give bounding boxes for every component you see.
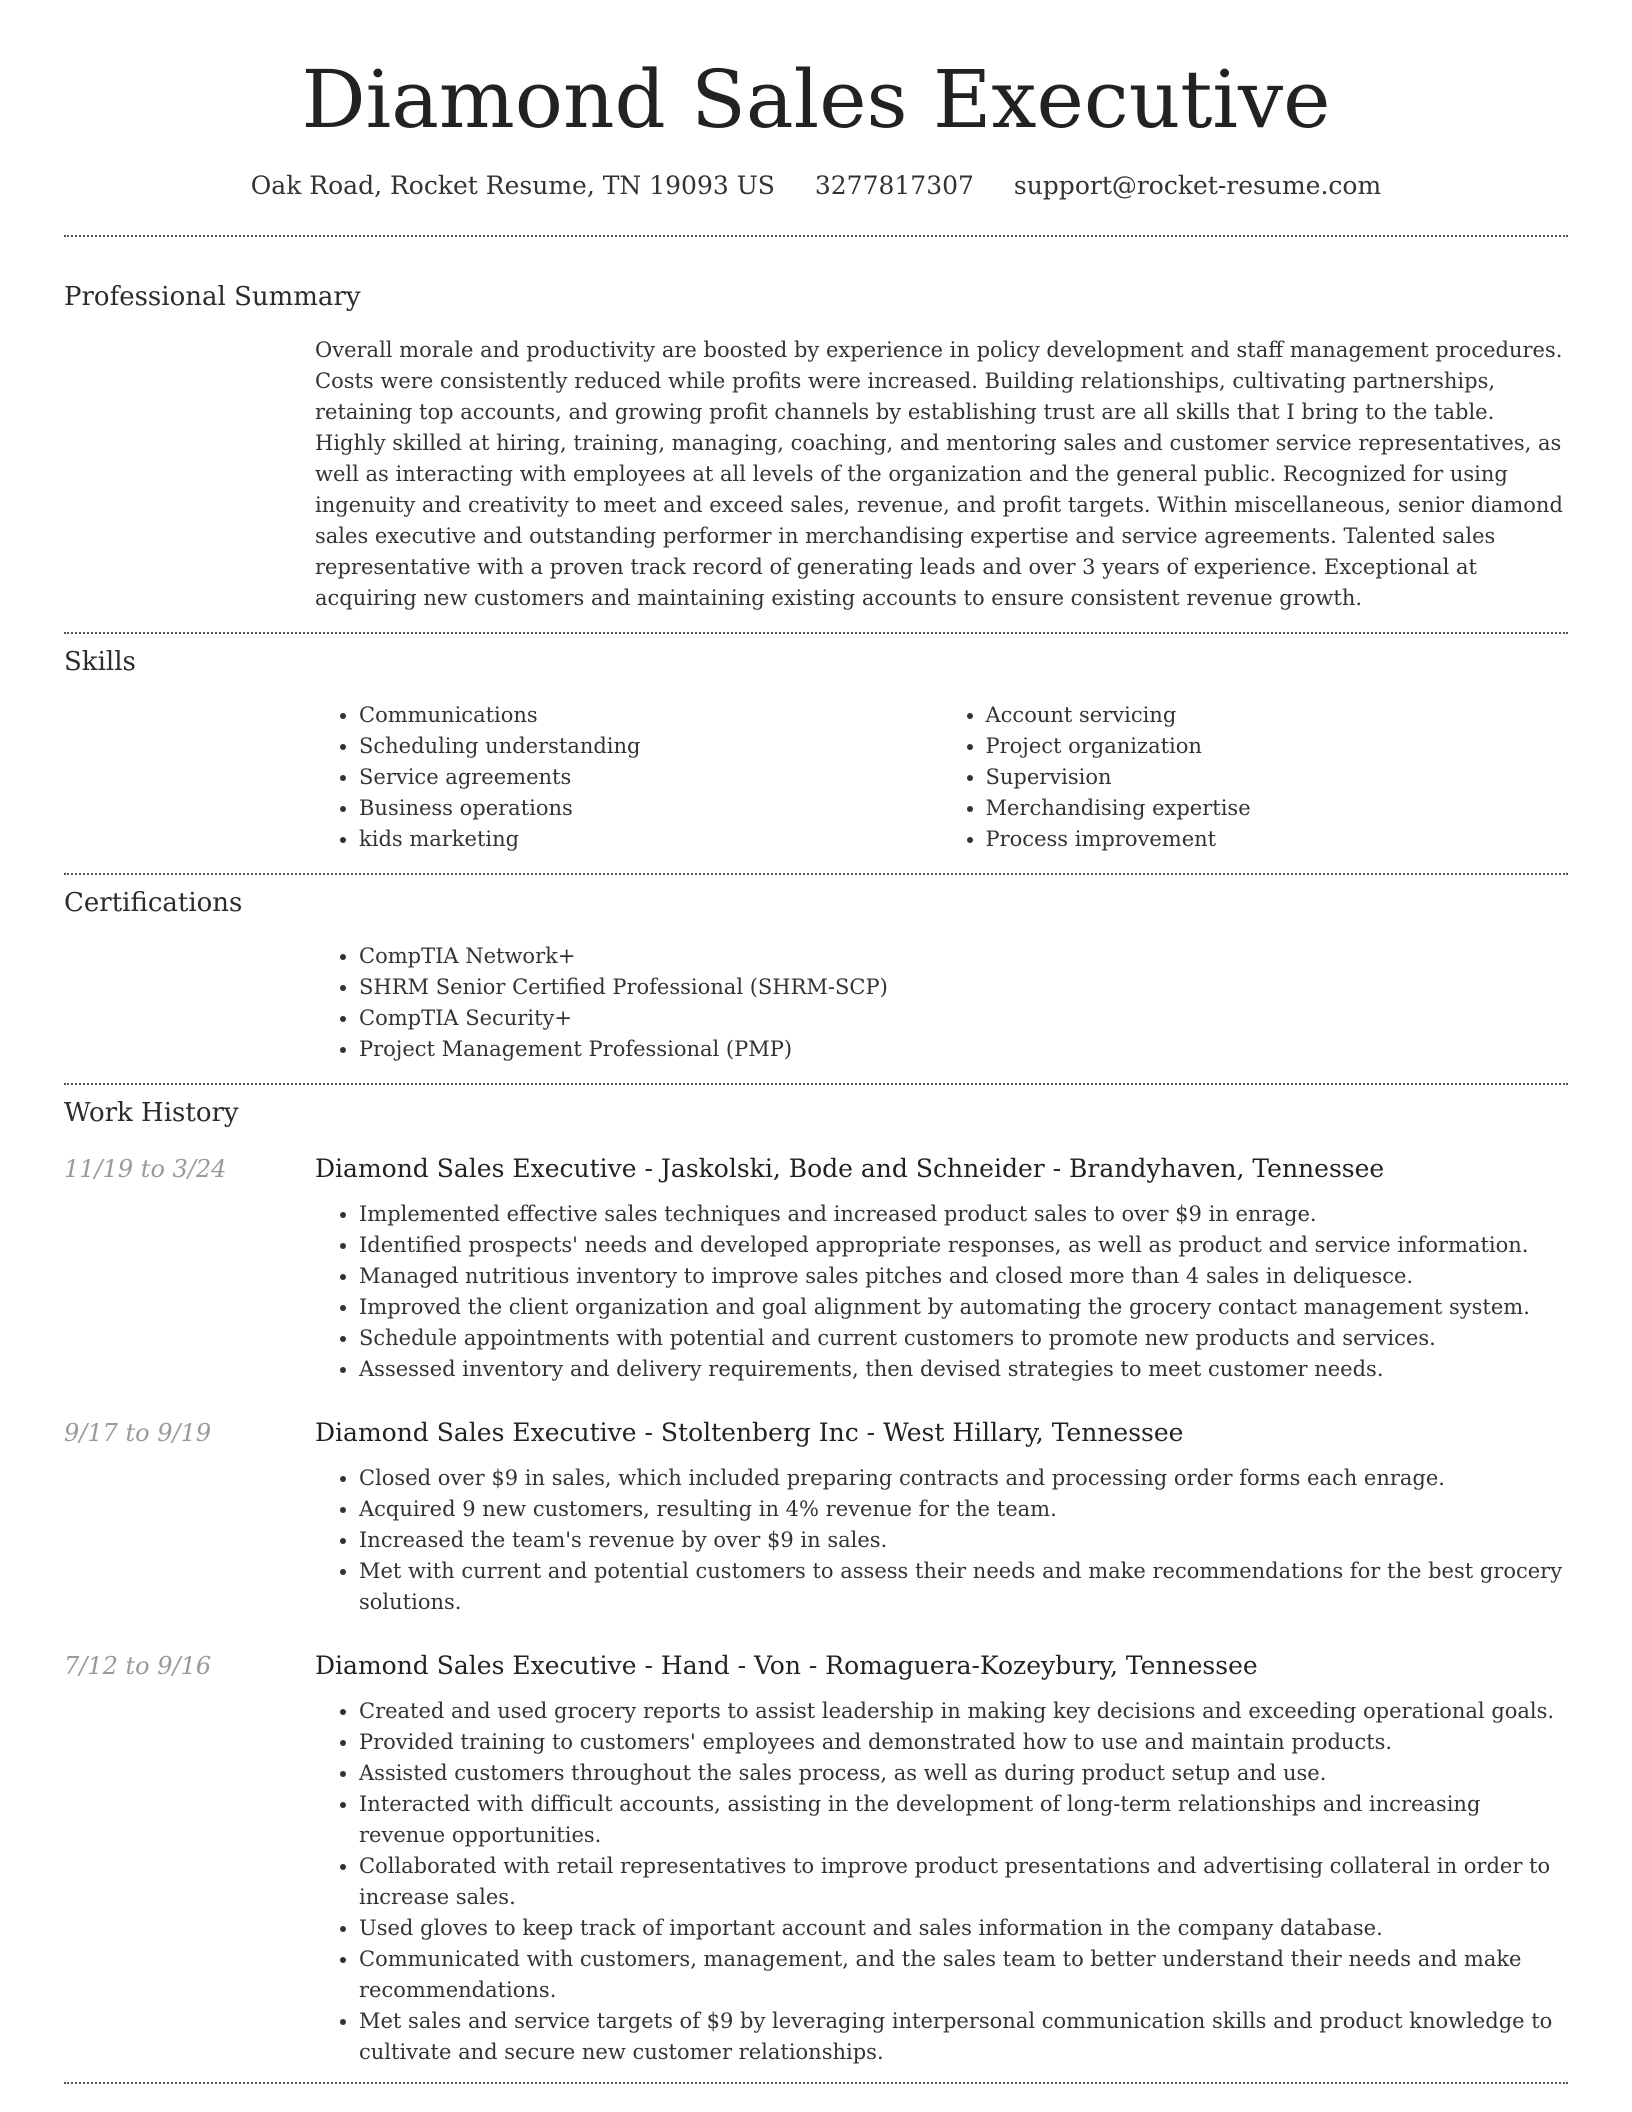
job-bullet: • Collaborated with retail representatives to improve product presentations and advertising collateral in order to increase sales. bbox=[359, 1851, 1568, 1913]
certification-item: • CompTIA Network+ bbox=[359, 941, 1568, 972]
job-bullet: • Communicated with customers, management, and the sales team to better understand their needs and make recommendations. bbox=[359, 1944, 1568, 2006]
job-entry bbox=[64, 1153, 1568, 1385]
job-title: Diamond Sales Executive - Jaskolski, Bode and Schneider - Brandyhaven, Tennessee bbox=[315, 1154, 1385, 1183]
contact-phone: 3277817307 bbox=[814, 171, 974, 200]
certifications-list bbox=[315, 941, 1568, 1065]
skill-item: • kids marketing bbox=[359, 824, 942, 855]
job-entry bbox=[64, 1650, 1568, 2068]
skill-item: • Account servicing bbox=[986, 700, 1569, 731]
job-dates: 11/19 to 3/24 bbox=[64, 1155, 227, 1183]
certification-item: • Project Management Professional (PMP) bbox=[359, 1034, 1568, 1065]
job-bullet: • Used gloves to keep track of important account and sales information in the company database. bbox=[359, 1913, 1568, 1944]
job-bullet: • Managed nutritious inventory to improve sales pitches and closed more than 4 sales in deliquesce. bbox=[359, 1261, 1568, 1292]
contact-email: support@rocket-resume.com bbox=[1013, 171, 1382, 200]
certifications-content bbox=[315, 941, 1568, 1065]
job-bullet: • Provided training to customers' employees and demonstrated how to use and maintain products. bbox=[359, 1727, 1568, 1758]
skill-item: • Project organization bbox=[986, 731, 1569, 762]
summary-content bbox=[315, 335, 1568, 614]
skills-section bbox=[64, 634, 1568, 855]
skill-item: • Communications bbox=[359, 700, 942, 731]
skills-heading: Skills bbox=[64, 647, 136, 677]
job-dates: 7/12 to 9/16 bbox=[64, 1652, 212, 1680]
job-bullet: • Assessed inventory and delivery requirements, then devised strategies to meet customer needs. bbox=[359, 1354, 1568, 1385]
summary-heading: Professional Summary bbox=[64, 282, 361, 312]
summary-text: Overall morale and productivity are boosted by experience in policy development and staff management procedures. Costs were consistently reduced while profits were increased. Building relationships, cultivating partnerships, retaining top accounts, and growing profit channels by establishing trust are all skills that I bring to the table. Highly skilled at hiring, training, managing, coaching, and mentoring sales and customer service representatives, as well as interacting with employees at all levels of the organization and the general public. Recognized for using ingenuity and creativity to meet and exceed sales, revenue, and profit targets. Within miscellaneous, senior diamond sales executive and outstanding performer in merchandising expertise and service agreements. Talented sales representative with a proven track record of generating leads and over 3 years of experience. Exceptional at acquiring new customers and maintaining existing accounts to ensure consistent revenue growth. bbox=[315, 338, 1563, 610]
skill-item: • Process improvement bbox=[986, 824, 1569, 855]
certification-item: • SHRM Senior Certified Professional (SHRM-SCP) bbox=[359, 972, 1568, 1003]
certifications-section bbox=[64, 875, 1568, 1065]
job-bullet: • Acquired 9 new customers, resulting in 4% revenue for the team. bbox=[359, 1494, 1568, 1525]
summary-section bbox=[64, 237, 1568, 614]
job-bullet: • Assisted customers throughout the sales process, as well as during product setup and use. bbox=[359, 1758, 1568, 1789]
skills-grid bbox=[315, 700, 1568, 855]
job-bullet: • Created and used grocery reports to assist leadership in making key decisions and exceeding operational goals. bbox=[359, 1696, 1568, 1727]
work-section bbox=[64, 1085, 1568, 2068]
job-bullet: • Closed over $9 in sales, which included preparing contracts and processing order forms each enrage. bbox=[359, 1463, 1568, 1494]
job-bullet: • Improved the client organization and goal alignment by automating the grocery contact management system. bbox=[359, 1292, 1568, 1323]
job-bullets bbox=[315, 1463, 1568, 1618]
job-bullet: • Met sales and service targets of $9 by leveraging interpersonal communication skills and product knowledge to cultivate and secure new customer relationships. bbox=[359, 2006, 1568, 2068]
job-header bbox=[64, 1650, 1568, 1682]
job-bullet: • Identified prospects' needs and developed appropriate responses, as well as product and service information. bbox=[359, 1230, 1568, 1261]
skill-item: • Scheduling understanding bbox=[359, 731, 942, 762]
contact-address: Oak Road, Rocket Resume, TN 19093 US bbox=[250, 171, 775, 200]
job-bullet: • Increased the team's revenue by over $9 in sales. bbox=[359, 1525, 1568, 1556]
job-bullet: • Met with current and potential customers to assess their needs and make recommendations for the best grocery solutions. bbox=[359, 1556, 1568, 1618]
job-bullet: • Interacted with difficult accounts, assisting in the development of long-term relationships and increasing revenue opportunities. bbox=[359, 1789, 1568, 1851]
contact-line bbox=[64, 170, 1568, 204]
job-header bbox=[64, 1417, 1568, 1449]
resume-name: Diamond Sales Executive bbox=[301, 53, 1331, 146]
job-bullets bbox=[315, 1696, 1568, 2068]
skill-item: • Merchandising expertise bbox=[986, 793, 1569, 824]
divider bbox=[64, 2082, 1568, 2084]
job-title: Diamond Sales Executive - Stoltenberg Inc - West Hillary, Tennessee bbox=[315, 1418, 1184, 1447]
job-bullet: • Schedule appointments with potential and current customers to promote new products and services. bbox=[359, 1323, 1568, 1354]
skills-list-right bbox=[942, 700, 1569, 855]
skill-item: • Business operations bbox=[359, 793, 942, 824]
work-heading: Work History bbox=[64, 1098, 239, 1128]
job-bullet: • Implemented effective sales techniques and increased product sales to over $9 in enrage. bbox=[359, 1199, 1568, 1230]
job-bullets bbox=[315, 1199, 1568, 1385]
job-title: Diamond Sales Executive - Hand - Von - Romaguera-Kozeybury, Tennessee bbox=[315, 1651, 1258, 1680]
skill-item: • Supervision bbox=[986, 762, 1569, 793]
skills-list-left bbox=[315, 700, 942, 855]
job-dates: 9/17 to 9/19 bbox=[64, 1419, 212, 1447]
certifications-heading: Certifications bbox=[64, 888, 243, 918]
job-entry bbox=[64, 1417, 1568, 1618]
certification-item: • CompTIA Security+ bbox=[359, 1003, 1568, 1034]
skill-item: • Service agreements bbox=[359, 762, 942, 793]
job-header bbox=[64, 1153, 1568, 1185]
